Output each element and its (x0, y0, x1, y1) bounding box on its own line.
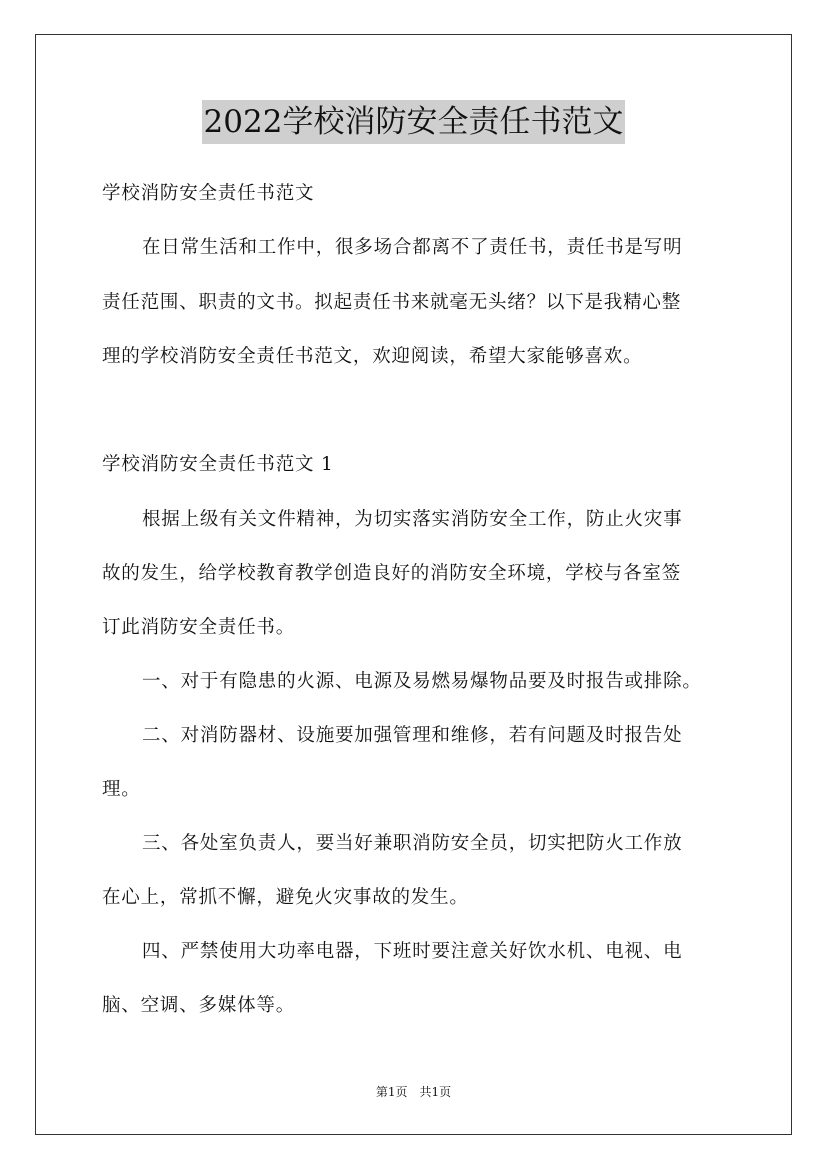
body-line: 根据上级有关文件精神，为切实落实消防安全工作，防止火灾事 (142, 509, 683, 530)
body-line: 订此消防安全责任书。 (102, 617, 296, 638)
body-line: 一、对于有隐患的火源、电源及易燃易爆物品要及时报告或排除。 (142, 671, 702, 692)
section-heading: 学校消防安全责任书范文 1 (102, 454, 334, 475)
intro-line: 责任范围、职责的文书。拟起责任书来就毫无头绪？以下是我精心整 (102, 292, 682, 313)
page-footer: 第1页 共1页 (375, 1085, 452, 1099)
body-line: 四、严禁使用大功率电器，下班时要注意关好饮水机、电视、电 (142, 941, 683, 962)
intro-line: 在日常生活和工作中，很多场合都离不了责任书，责任书是写明 (142, 237, 683, 258)
title-wrap (0, 100, 827, 144)
subtitle: 学校消防安全责任书范文 (102, 183, 315, 204)
intro-line: 理的学校消防安全责任书范文，欢迎阅读，希望大家能够喜欢。 (102, 346, 643, 367)
document-title: 2022学校消防安全责任书范文 (202, 100, 626, 144)
body-line: 二、对消防器材、设施要加强管理和维修，若有问题及时报告处 (142, 725, 683, 746)
body-line: 脑、空调、多媒体等。 (102, 995, 296, 1016)
body-line: 在心上，常抓不懈，避免火灾事故的发生。 (102, 887, 469, 908)
body-line: 理。 (102, 779, 141, 800)
body-line: 三、各处室负责人，要当好兼职消防安全员，切实把防火工作放 (142, 833, 683, 854)
body-line: 故的发生，给学校教育教学创造良好的消防安全环境，学校与各室签 (102, 563, 682, 584)
